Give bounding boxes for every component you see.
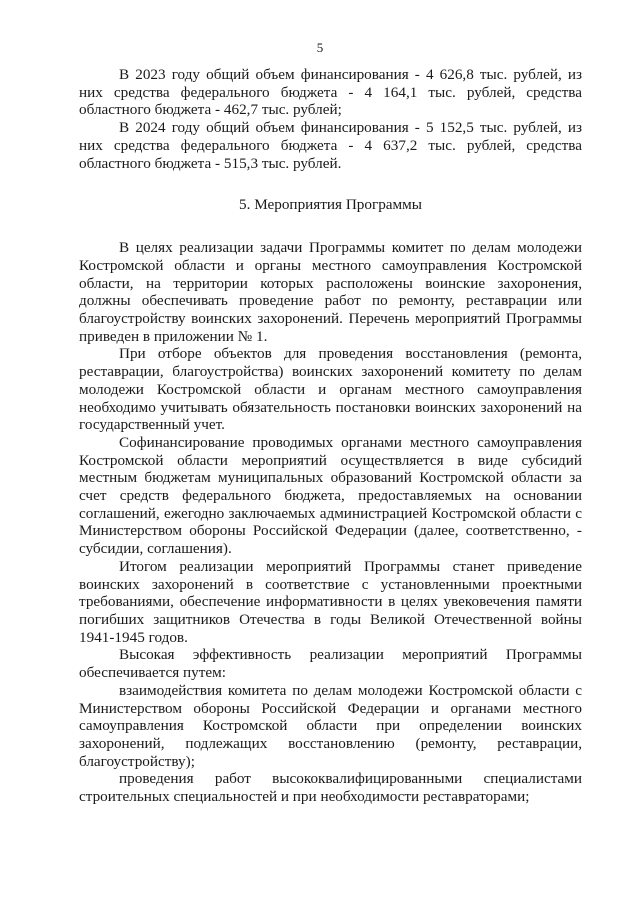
section-title: 5. Мероприятия Программы: [239, 196, 422, 214]
paragraph-results: Итогом реализации мероприятий Программы станет приведение воинских захоронений в соответствие с установленными проектными требованиями, обеспечение информативности в целях увековечения памяти погибших защитников Отечества в годы Великой Отечественной войны 1941-1945 годов.: [79, 557, 582, 646]
document-body: [79, 66, 582, 806]
paragraph-object-selection: При отборе объектов для проведения восстановления (ремонта, реставрации, благоустройства) воинских захоронений комитету по делам молодежи Костромской области и органам местного самоуправления необходимо учитывать обязательность постановки воинских захоронений на государственный учет.: [79, 345, 582, 434]
page-number: 5: [316, 40, 324, 55]
funding-2024-paragraph: В 2024 году общий объем финансирования - 5 152,5 тыс. рублей, из них средства федерального бюджета - 4 637,2 тыс. рублей, средства областного бюджета - 515,3 тыс. рублей.: [79, 119, 582, 172]
funding-2023-paragraph: В 2023 году общий объем финансирования - 4 626,8 тыс. рублей, из них средства федерального бюджета - 4 164,1 тыс. рублей, средства областного бюджета - 462,7 тыс. рублей;: [79, 66, 582, 119]
paragraph-efficiency-intro: Высокая эффективность реализации мероприятий Программы обеспечивается путем:: [79, 646, 582, 682]
paragraph-interaction: взаимодействия комитета по делам молодежи Костромской области с Министерством обороны Российской Федерации и органами местного самоуправления Костромской области при определении воинских захоронений, подлежащих восстановлению (ремонту, реставрации, благоустройству);: [79, 681, 582, 770]
paragraph-program-tasks: В целях реализации задачи Программы комитет по делам молодежи Костромской области и органы местного самоуправления Костромской области, на территории которых расположены воинские захоронения, должны обеспечивать проведение работ по ремонту, реставрации или благоустройству воинских захоронений. Перечень мероприятий Программы приведен в приложении № 1.: [79, 239, 582, 345]
paragraph-specialists: проведения работ высококвалифицированными специалистами строительных специальностей и при необходимости реставраторами;: [79, 770, 582, 806]
paragraph-cofinancing: Софинансирование проводимых органами местного самоуправления Костромской области мероприятий осуществляется в виде субсидий местным бюджетам муниципальных образований Костромской области за счет средств федерального бюджета, предоставляемых на основании соглашений, ежегодно заключаемых администрацией Костромской области с Министерством обороны Российской Федерации (далее, соответственно, - субсидии, соглашения).: [79, 433, 582, 558]
